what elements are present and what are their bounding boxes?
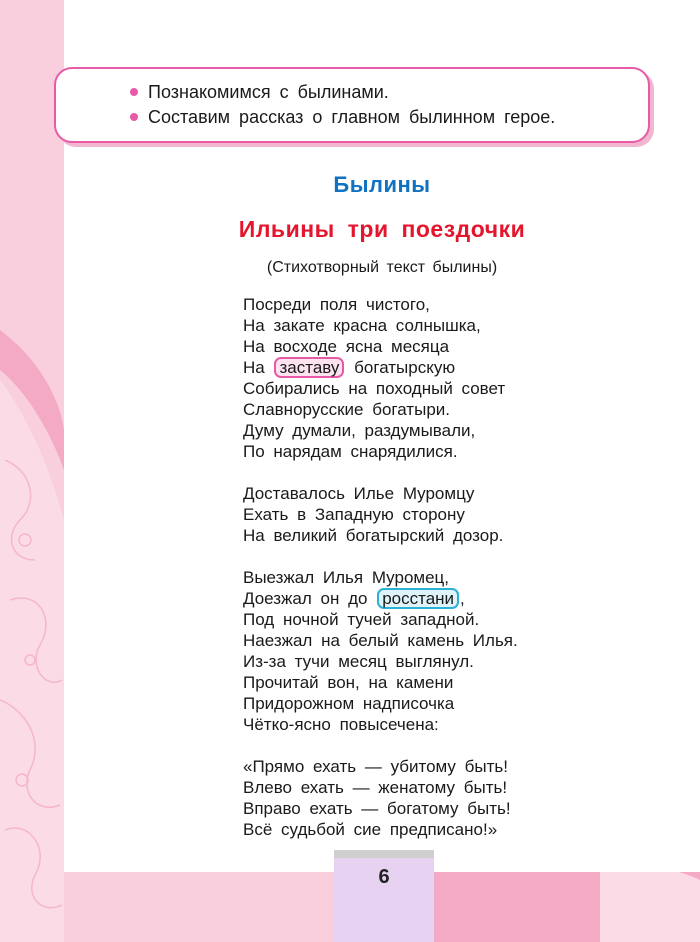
poem-line: На закате красна солнышка, (243, 316, 481, 335)
poem-line: Думу думали, раздумывали, (243, 421, 476, 440)
poem-text-fragment: , (460, 589, 465, 608)
poem-line: Придорожном надписочка (243, 694, 455, 713)
goal-text: Составим рассказ о главном былинном герое. (148, 107, 556, 127)
highlighted-word-rosstani: росстани (377, 588, 459, 609)
bullet-icon (130, 113, 138, 121)
stanza-gap (243, 735, 583, 756)
poem-subtitle: (Стихотворный текст былины) (266, 259, 498, 276)
goals-list (128, 80, 555, 130)
poem-line: На восходе ясна месяца (243, 337, 450, 356)
stanza-gap (243, 546, 583, 567)
poem-line: Доставалось Илье Муромцу (243, 484, 475, 503)
poem-text (243, 294, 583, 840)
goal-text: Познакомимся с былинами. (148, 82, 389, 102)
poem-line: Чётко-ясно повысечена: (243, 715, 439, 734)
poem-line: На великий богатырский дозор. (243, 526, 504, 545)
poem-line (243, 357, 583, 378)
page-number: 6 (378, 866, 390, 888)
poem-text-fragment: богатырскую (354, 358, 456, 377)
poem-line: Славнорусские богатыри. (243, 400, 450, 419)
poem-line (243, 588, 583, 609)
poem-text-fragment: На (243, 358, 265, 377)
highlighted-word-zastava: заставу (274, 357, 344, 378)
poem-line: Прочитай вон, на камени (243, 673, 454, 692)
poem-line: По нарядам снарядилися. (243, 442, 458, 461)
goal-item (128, 80, 555, 105)
bullet-icon (130, 88, 138, 96)
lesson-goals-box (54, 67, 650, 143)
page-number-tab-edge (334, 850, 434, 858)
poem-line: Собирались на походный совет (243, 379, 506, 398)
poem-line: Всё судьбой сие предписано!» (243, 820, 498, 839)
stanza-gap (243, 462, 583, 483)
goal-item (128, 105, 555, 130)
poem-line: Под ночной тучей западной. (243, 610, 480, 629)
poem-line: Посреди поля чистого, (243, 295, 430, 314)
poem-title: Ильины три поездочки (238, 216, 526, 242)
poem-line: «Прямо ехать — убитому быть! (243, 757, 508, 776)
section-title: Былины (333, 172, 431, 197)
poem-line: Выезжал Илья Муромец, (243, 568, 449, 587)
poem-text-fragment: Доезжал он до (243, 589, 368, 608)
poem-line: Влево ехать — женатому быть! (243, 778, 508, 797)
poem-line: Ехать в Западную сторону (243, 505, 465, 524)
poem-line: Наезжал на белый камень Илья. (243, 631, 518, 650)
poem-line: Из-за тучи месяц выглянул. (243, 652, 474, 671)
poem-line: Вправо ехать — богатому быть! (243, 799, 511, 818)
page-number-tab (334, 850, 434, 942)
